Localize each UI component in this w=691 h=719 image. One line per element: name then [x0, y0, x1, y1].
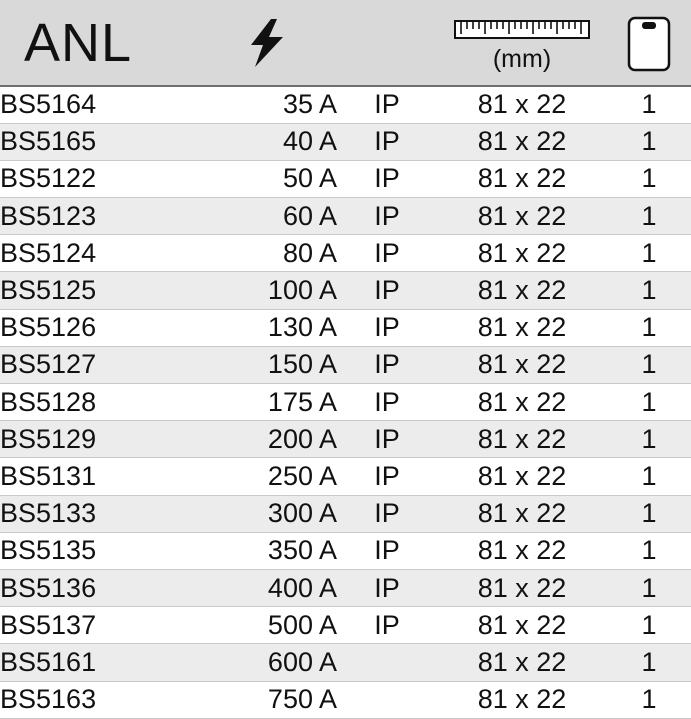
table-row — [0, 644, 691, 681]
cell-amperage: 350 A — [197, 532, 337, 569]
cell-dimensions: 81 x 22 — [437, 160, 607, 197]
cell-product-code: BS5135 — [0, 532, 197, 569]
cell-product-code: BS5128 — [0, 384, 197, 421]
cell-dimensions: 81 x 22 — [437, 458, 607, 495]
cell-quantity: 1 — [607, 644, 691, 681]
table-header-row — [0, 0, 691, 86]
header-quantity-cell — [607, 0, 691, 86]
cell-quantity: 1 — [607, 384, 691, 421]
cell-dimensions: 81 x 22 — [437, 384, 607, 421]
cell-quantity: 1 — [607, 309, 691, 346]
cell-ip: IP — [337, 160, 437, 197]
cell-ip: IP — [337, 235, 437, 272]
cell-product-code: BS5136 — [0, 569, 197, 606]
header-brand-cell — [0, 0, 197, 86]
cell-ip: IP — [337, 309, 437, 346]
cell-quantity: 1 — [607, 569, 691, 606]
cell-quantity: 1 — [607, 123, 691, 160]
table-row — [0, 123, 691, 160]
cell-ip: IP — [337, 458, 437, 495]
cell-quantity: 1 — [607, 235, 691, 272]
cell-dimensions: 81 x 22 — [437, 569, 607, 606]
dimension-unit-label: (mm) — [492, 44, 552, 73]
cell-amperage: 40 A — [197, 123, 337, 160]
cell-dimensions: 81 x 22 — [437, 532, 607, 569]
package-tag-icon — [607, 12, 691, 74]
table-row — [0, 495, 691, 532]
cell-dimensions: 81 x 22 — [437, 198, 607, 235]
cell-dimensions: 81 x 22 — [437, 309, 607, 346]
cell-ip: IP — [337, 607, 437, 644]
cell-dimensions: 81 x 22 — [437, 644, 607, 681]
cell-ip: IP — [337, 532, 437, 569]
cell-quantity: 1 — [607, 86, 691, 123]
table-row — [0, 384, 691, 421]
table-row — [0, 160, 691, 197]
table-row — [0, 309, 691, 346]
table-row — [0, 86, 691, 123]
table-row — [0, 346, 691, 383]
table-row — [0, 421, 691, 458]
cell-ip: IP — [337, 495, 437, 532]
cell-dimensions: 81 x 22 — [437, 86, 607, 123]
cell-product-code: BS5123 — [0, 198, 197, 235]
cell-ip: IP — [337, 346, 437, 383]
cell-amperage: 750 A — [197, 681, 337, 718]
cell-quantity: 1 — [607, 458, 691, 495]
table-row — [0, 272, 691, 309]
cell-product-code: BS5124 — [0, 235, 197, 272]
cell-dimensions: 81 x 22 — [437, 235, 607, 272]
cell-amperage: 175 A — [197, 384, 337, 421]
cell-product-code: BS5126 — [0, 309, 197, 346]
table-row — [0, 569, 691, 606]
cell-ip: IP — [337, 198, 437, 235]
header-amperage-cell — [197, 0, 337, 86]
cell-amperage: 100 A — [197, 272, 337, 309]
cell-product-code: BS5137 — [0, 607, 197, 644]
cell-amperage: 150 A — [197, 346, 337, 383]
cell-quantity: 1 — [607, 681, 691, 718]
cell-quantity: 1 — [607, 272, 691, 309]
cell-ip: IP — [337, 384, 437, 421]
cell-ip: IP — [337, 86, 437, 123]
cell-amperage: 400 A — [197, 569, 337, 606]
table-row — [0, 607, 691, 644]
cell-quantity: 1 — [607, 160, 691, 197]
header-dimension-cell — [437, 0, 607, 86]
cell-product-code: BS5164 — [0, 86, 197, 123]
cell-ip — [337, 644, 437, 681]
cell-amperage: 200 A — [197, 421, 337, 458]
brand-title: ANL — [24, 12, 133, 73]
ruler-icon — [454, 14, 590, 45]
cell-amperage: 500 A — [197, 607, 337, 644]
cell-amperage: 50 A — [197, 160, 337, 197]
table-row — [0, 198, 691, 235]
cell-dimensions: 81 x 22 — [437, 607, 607, 644]
cell-quantity: 1 — [607, 346, 691, 383]
header-ip-cell — [337, 0, 437, 86]
cell-quantity: 1 — [607, 532, 691, 569]
cell-dimensions: 81 x 22 — [437, 346, 607, 383]
cell-product-code: BS5133 — [0, 495, 197, 532]
table-row — [0, 235, 691, 272]
cell-amperage: 250 A — [197, 458, 337, 495]
table-row — [0, 458, 691, 495]
cell-amperage: 300 A — [197, 495, 337, 532]
lightning-bolt-icon — [197, 17, 337, 69]
cell-product-code: BS5161 — [0, 644, 197, 681]
cell-amperage: 80 A — [197, 235, 337, 272]
cell-ip: IP — [337, 569, 437, 606]
cell-amperage: 60 A — [197, 198, 337, 235]
cell-quantity: 1 — [607, 198, 691, 235]
cell-product-code: BS5129 — [0, 421, 197, 458]
cell-product-code: BS5163 — [0, 681, 197, 718]
cell-dimensions: 81 x 22 — [437, 272, 607, 309]
cell-quantity: 1 — [607, 421, 691, 458]
cell-dimensions: 81 x 22 — [437, 123, 607, 160]
cell-product-code: BS5127 — [0, 346, 197, 383]
cell-amperage: 35 A — [197, 86, 337, 123]
table-row — [0, 532, 691, 569]
cell-quantity: 1 — [607, 607, 691, 644]
cell-quantity: 1 — [607, 495, 691, 532]
cell-dimensions: 81 x 22 — [437, 681, 607, 718]
cell-product-code: BS5131 — [0, 458, 197, 495]
cell-dimensions: 81 x 22 — [437, 421, 607, 458]
cell-ip: IP — [337, 123, 437, 160]
cell-ip: IP — [337, 272, 437, 309]
cell-product-code: BS5165 — [0, 123, 197, 160]
cell-amperage: 130 A — [197, 309, 337, 346]
cell-product-code: BS5125 — [0, 272, 197, 309]
cell-amperage: 600 A — [197, 644, 337, 681]
cell-ip: IP — [337, 421, 437, 458]
cell-product-code: BS5122 — [0, 160, 197, 197]
cell-dimensions: 81 x 22 — [437, 495, 607, 532]
